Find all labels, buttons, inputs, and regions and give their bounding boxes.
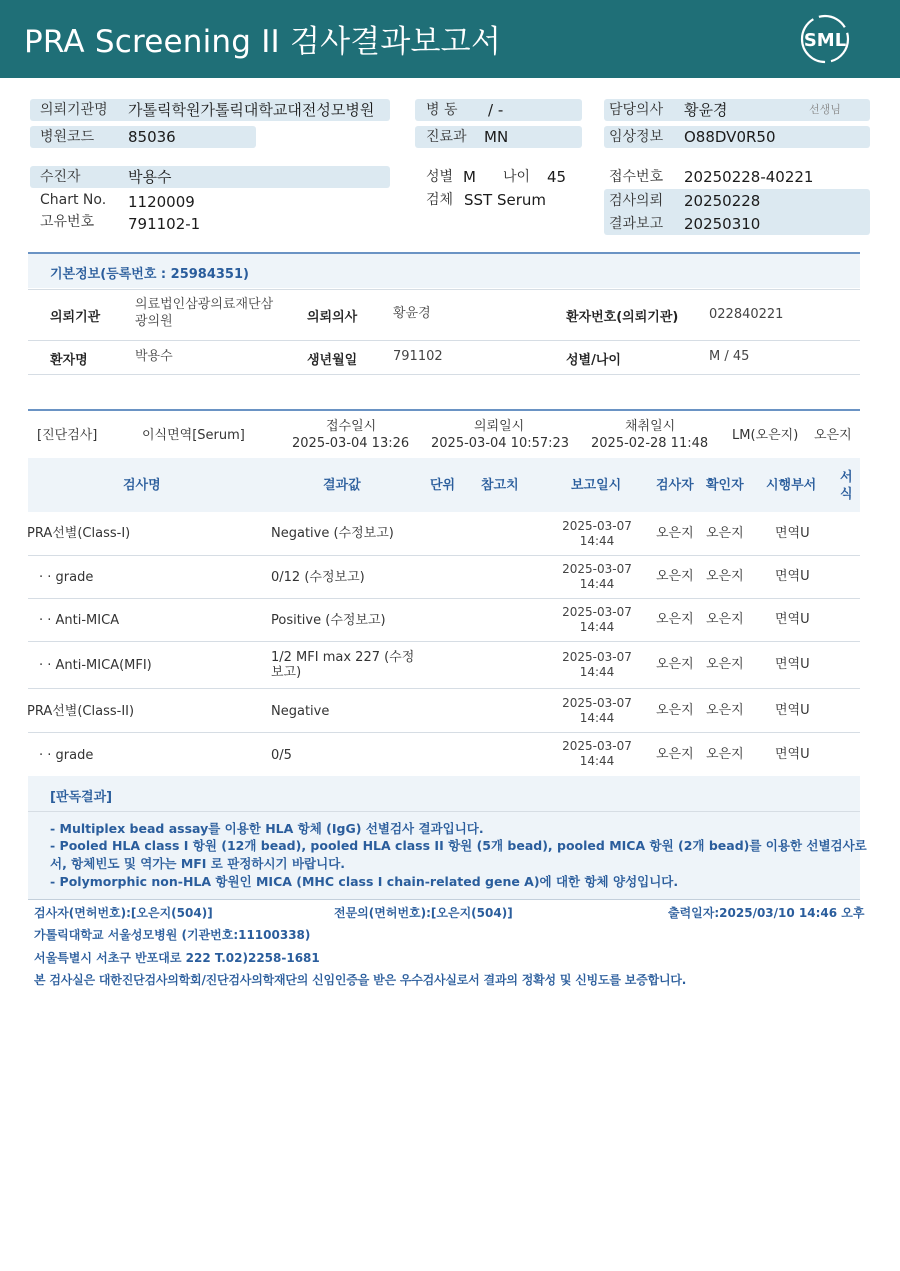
footer-print-date: 출력일자:2025/03/10 14:46 오후 — [668, 906, 865, 920]
interp-title: [판독결과] — [50, 790, 113, 805]
basic-sexage-value: M / 45 — [709, 349, 750, 364]
th-sign-1: 서 — [840, 470, 853, 485]
row-4-time: 14:44 — [579, 711, 615, 725]
basic-patient-no-label: 환자번호(의뢰기관) — [566, 310, 679, 325]
diag-category: [진단검사] — [37, 428, 98, 443]
interp-title-bar — [28, 776, 860, 811]
footer-examiner: 검사자(면허번호):[오은지(504)] — [34, 906, 213, 920]
patient-label: 수진자 — [40, 169, 81, 185]
interp-line-4: - Polymorphic non-HLA 항원인 MICA (MHC class I chain-related gene A)에 대한 항체 양성입니다. — [50, 874, 679, 889]
row-4-name: PRA선별(Class-II) — [27, 704, 135, 719]
row-3-time: 14:44 — [579, 665, 615, 679]
specimen-value: SST Serum — [464, 191, 547, 209]
unique-value: 791102-1 — [128, 215, 201, 233]
row-3-examiner: 오은지 — [656, 657, 694, 672]
row-0-date: 2025-03-07 — [562, 519, 632, 533]
diag-receipt-label: 접수일시 — [326, 419, 377, 434]
row-divider — [28, 555, 860, 556]
department-label: 진료과 — [426, 129, 467, 145]
diag-collect-label: 채취일시 — [625, 419, 676, 434]
row-3-confirmer: 오은지 — [706, 657, 744, 672]
clinical-value: O88DV0R50 — [684, 128, 776, 146]
report-title: PRA Screening II 검사결과보고서 — [24, 24, 501, 60]
th-confirmer: 확인자 — [706, 478, 744, 493]
row-4-confirmer: 오은지 — [706, 703, 744, 718]
report-header — [0, 0, 900, 78]
row-divider — [28, 688, 860, 689]
row-2-confirmer: 오은지 — [706, 612, 744, 627]
basic-doctor-label: 의뢰의사 — [307, 310, 358, 325]
row-1-confirmer: 오은지 — [706, 569, 744, 584]
row-0-dept: 면역U — [775, 526, 810, 541]
row-3-result-2: 보고) — [271, 665, 302, 680]
row-5-name: · · grade — [39, 748, 94, 763]
row-divider — [28, 732, 860, 733]
row-5-confirmer: 오은지 — [706, 747, 744, 762]
th-result: 결과값 — [323, 478, 361, 493]
basic-name-label: 환자명 — [50, 353, 88, 368]
department-value: MN — [484, 128, 509, 146]
row-divider — [28, 641, 860, 642]
report-label: 결과보고 — [609, 216, 664, 232]
basic-birth-value: 791102 — [393, 349, 443, 364]
diag-request-label: 의뢰일시 — [474, 419, 525, 434]
row-5-result: 0/5 — [271, 748, 292, 763]
doctor-suffix: 선생님 — [809, 103, 841, 116]
diag-lm: LM(오은지) — [732, 428, 799, 443]
specimen-label: 검체 — [426, 192, 454, 208]
receipt-no-value: 20250228-40221 — [684, 168, 814, 186]
receipt-no-label: 접수번호 — [609, 169, 664, 185]
basic-institution-value-2: 광의원 — [135, 314, 173, 329]
row-1-examiner: 오은지 — [656, 569, 694, 584]
row-1-time: 14:44 — [579, 577, 615, 591]
row-4-dept: 면역U — [775, 703, 810, 718]
row-5-dept: 면역U — [775, 747, 810, 762]
interp-line-3: 서, 항체빈도 및 역가는 MFI 로 판정하시기 바랍니다. — [50, 856, 346, 871]
row-3-result-1: 1/2 MFI max 227 (수정 — [271, 650, 415, 665]
sex-label: 성별 — [426, 169, 454, 185]
row-1-name: · · grade — [39, 570, 94, 585]
interp-line-2: - Pooled HLA class I 항원 (12개 bead), pooled HLA class II 항원 (5개 bead), pooled MICA 항원 (2개 bead)를 이용한 선별검사로 — [50, 838, 867, 853]
interp-line-1: - Multiplex bead assay를 이용한 HLA 항체 (IgG) 선별검사 결과입니다. — [50, 821, 484, 836]
row-1-date: 2025-03-07 — [562, 562, 632, 576]
age-label: 나이 — [503, 169, 531, 185]
th-sign-2: 식 — [840, 487, 853, 502]
th-unit: 단위 — [430, 478, 456, 493]
row-0-time: 14:44 — [579, 534, 615, 548]
logo-text: SML — [803, 30, 847, 51]
doctor-label: 담당의사 — [609, 102, 664, 118]
basic-patient-no-value: 022840221 — [709, 307, 784, 322]
divider — [28, 374, 860, 375]
hospital-code-label: 병원코드 — [40, 129, 95, 145]
row-5-date: 2025-03-07 — [562, 739, 632, 753]
row-4-examiner: 오은지 — [656, 703, 694, 718]
row-2-name: · · Anti-MICA — [39, 613, 120, 628]
th-reference: 참고치 — [481, 478, 519, 493]
row-3-name: · · Anti-MICA(MFI) — [39, 658, 152, 673]
th-test-name: 검사명 — [123, 478, 161, 493]
basic-institution-value-1: 의료법인삼광의료재단삼 — [135, 297, 274, 312]
row-1-result: 0/12 (수정보고) — [271, 570, 365, 585]
basic-institution-label: 의뢰기관 — [50, 310, 101, 325]
institution-label: 의뢰기관명 — [40, 102, 108, 118]
doctor-value: 황윤경 — [684, 101, 728, 119]
request-value: 20250228 — [684, 192, 761, 210]
age-value: 45 — [547, 168, 567, 186]
footer-certification: 본 검사실은 대한진단검사의학회/진단검사의학재단의 신임인증을 받은 우수검사실로서 결과의 정확성 및 신빙도를 보증합니다. — [34, 973, 687, 987]
row-4-date: 2025-03-07 — [562, 696, 632, 710]
row-5-time: 14:44 — [579, 754, 615, 768]
row-5-examiner: 오은지 — [656, 747, 694, 762]
ward-label: 병 동 — [426, 102, 458, 118]
row-0-confirmer: 오은지 — [706, 526, 744, 541]
row-2-date: 2025-03-07 — [562, 605, 632, 619]
patient-value: 박용수 — [128, 168, 172, 186]
row-3-dept: 면역U — [775, 657, 810, 672]
row-2-examiner: 오은지 — [656, 612, 694, 627]
ward-value: / - — [488, 101, 504, 119]
row-0-result: Negative (수정보고) — [271, 526, 394, 541]
row-2-dept: 면역U — [775, 612, 810, 627]
diag-test-type: 이식면역[Serum] — [142, 428, 245, 443]
row-0-examiner: 오은지 — [656, 526, 694, 541]
chart-value: 1120009 — [128, 193, 195, 211]
basic-sexage-label: 성별/나이 — [566, 353, 621, 368]
row-1-dept: 면역U — [775, 569, 810, 584]
diag-receipt-value: 2025-03-04 13:26 — [292, 436, 410, 451]
row-2-result: Positive (수정보고) — [271, 613, 386, 628]
diagnosis-top-line — [28, 409, 860, 411]
footer-specialist: 전문의(면허번호):[오은지(504)] — [334, 906, 513, 920]
interp-bottom-line — [28, 899, 860, 900]
basic-doctor-value: 황윤경 — [393, 306, 431, 321]
divider — [28, 340, 860, 341]
row-2-time: 14:44 — [579, 620, 615, 634]
footer-hospital: 가톨릭대학교 서울성모병원 (기관번호:11100338) — [34, 928, 311, 942]
diag-examiner: 오은지 — [814, 428, 852, 443]
divider — [28, 289, 860, 290]
sml-logo-icon — [798, 12, 852, 66]
hospital-code-value: 85036 — [128, 128, 176, 146]
institution-value: 가톨릭학원가톨릭대학교대전성모병원 — [128, 101, 375, 119]
row-3-date: 2025-03-07 — [562, 650, 632, 664]
th-report-date: 보고일시 — [571, 478, 622, 493]
clinical-label: 임상정보 — [609, 129, 664, 145]
basic-name-value: 박용수 — [135, 349, 173, 364]
sex-value: M — [463, 168, 476, 186]
th-examiner: 검사자 — [656, 478, 694, 493]
footer-address: 서울특별시 서초구 반포대로 222 T.02)2258-1681 — [34, 951, 320, 965]
row-divider — [28, 598, 860, 599]
request-label: 검사의뢰 — [609, 193, 664, 209]
row-4-result: Negative — [271, 704, 330, 719]
unique-label: 고유번호 — [40, 214, 95, 230]
basic-info-title: 기본정보(등록번호 : 25984351) — [50, 267, 249, 282]
diag-request-value: 2025-03-04 10:57:23 — [431, 436, 570, 451]
report-value: 20250310 — [684, 215, 761, 233]
row-0-name: PRA선별(Class-I) — [27, 526, 131, 541]
diag-collect-value: 2025-02-28 11:48 — [591, 436, 709, 451]
basic-birth-label: 생년월일 — [307, 353, 358, 368]
patient-pill — [30, 166, 390, 188]
chart-label: Chart No. — [40, 192, 107, 208]
th-dept: 시행부서 — [766, 478, 817, 493]
